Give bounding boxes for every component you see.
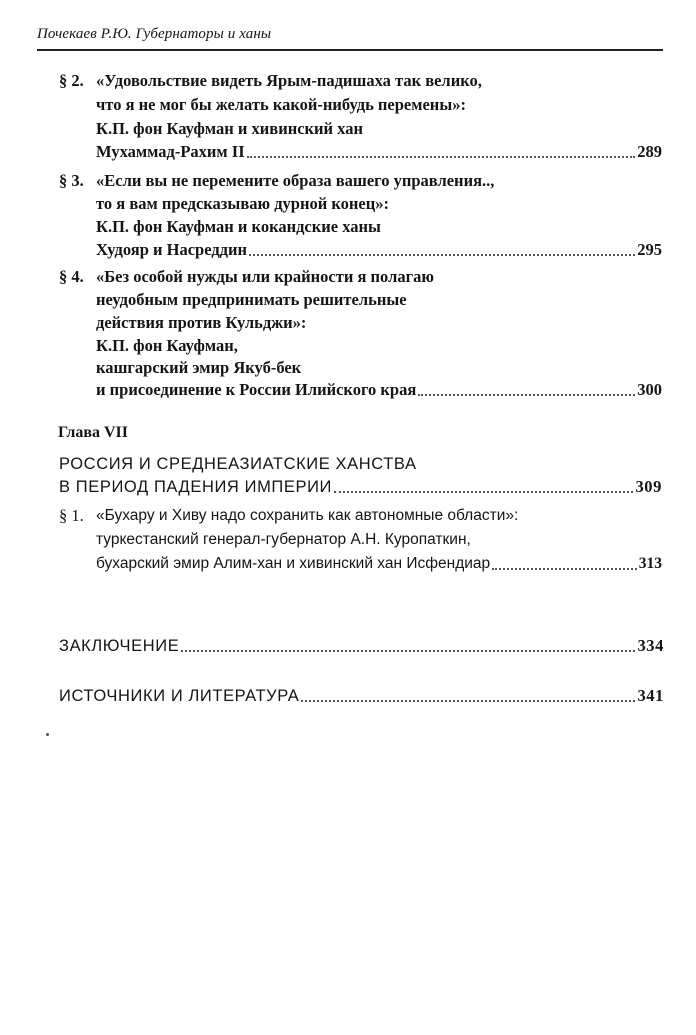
page-number: 295 (637, 240, 662, 259)
toc-line: К.П. фон Кауфман и хивинский хан (96, 119, 363, 138)
toc-line: кашгарский эмир Якуб-бек (96, 358, 302, 377)
toc-entry-link[interactable]: и присоединение к России Илийского края 300 (96, 380, 662, 399)
toc-entry-link[interactable]: Мухаммад-Рахим II 289 (96, 142, 662, 161)
leader-dots (249, 249, 635, 256)
chapter-title-line: РОССИЯ И СРЕДНЕАЗИАТСКИЕ ХАНСТВА (59, 455, 417, 473)
page-number: 341 (637, 686, 664, 705)
toc-entry-link[interactable]: бухарский эмир Алим-хан и хивинский хан Исфендиар 313 (96, 553, 662, 575)
page-number: 300 (637, 380, 662, 399)
toc-line: К.П. фон Кауфман, (96, 336, 238, 355)
section-number: § 1. (59, 506, 84, 525)
leader-dots (181, 645, 635, 652)
leader-dots (492, 563, 637, 570)
section-number: § 2. (59, 71, 84, 90)
running-title: Почекаев Р.Ю. Губернаторы и ханы (37, 26, 272, 42)
toc-line: что я не мог бы желать какой-нибудь перемены»: (96, 95, 466, 114)
toc-line: «Бухару и Хиву надо сохранить как автономные области»: (96, 507, 519, 524)
page-number: 313 (638, 555, 662, 572)
toc-line: то я вам предсказываю дурной конец»: (96, 194, 389, 213)
toc-entry-link[interactable]: В ПЕРИОД ПАДЕНИЯ ИМПЕРИИ 309 (59, 477, 662, 496)
leader-dots (418, 389, 635, 396)
print-speck (46, 733, 49, 736)
toc-line: туркестанский генерал-губернатор А.Н. Куропаткин, (96, 531, 471, 548)
leader-dots (334, 486, 633, 493)
toc-line: действия против Кульджи»: (96, 313, 307, 332)
page-number: 289 (637, 142, 662, 161)
leader-dots (301, 695, 635, 702)
page-number: 334 (637, 636, 664, 655)
toc-line: «Удовольствие видеть Ярым-падишаха так велико, (96, 71, 482, 90)
leader-dots (247, 151, 636, 158)
page-number: 309 (635, 477, 662, 496)
toc-line: неудобным предпринимать решительные (96, 290, 407, 309)
toc-line: «Без особой нужды или крайности я полагаю (96, 267, 434, 286)
toc-entry-link[interactable]: Худояр и Насреддин 295 (96, 240, 662, 259)
toc-line: «Если вы не перемените образа вашего управления.., (96, 171, 495, 190)
toc-line: К.П. фон Кауфман и кокандские ханы (96, 217, 381, 236)
toc-entry-link[interactable]: ИСТОЧНИКИ И ЛИТЕРАТУРА 341 (59, 686, 664, 705)
chapter-label: Глава VII (58, 424, 128, 441)
section-number: § 4. (59, 267, 84, 286)
section-number: § 3. (59, 171, 84, 190)
toc-entry-link[interactable]: ЗАКЛЮЧЕНИЕ 334 (59, 636, 664, 655)
